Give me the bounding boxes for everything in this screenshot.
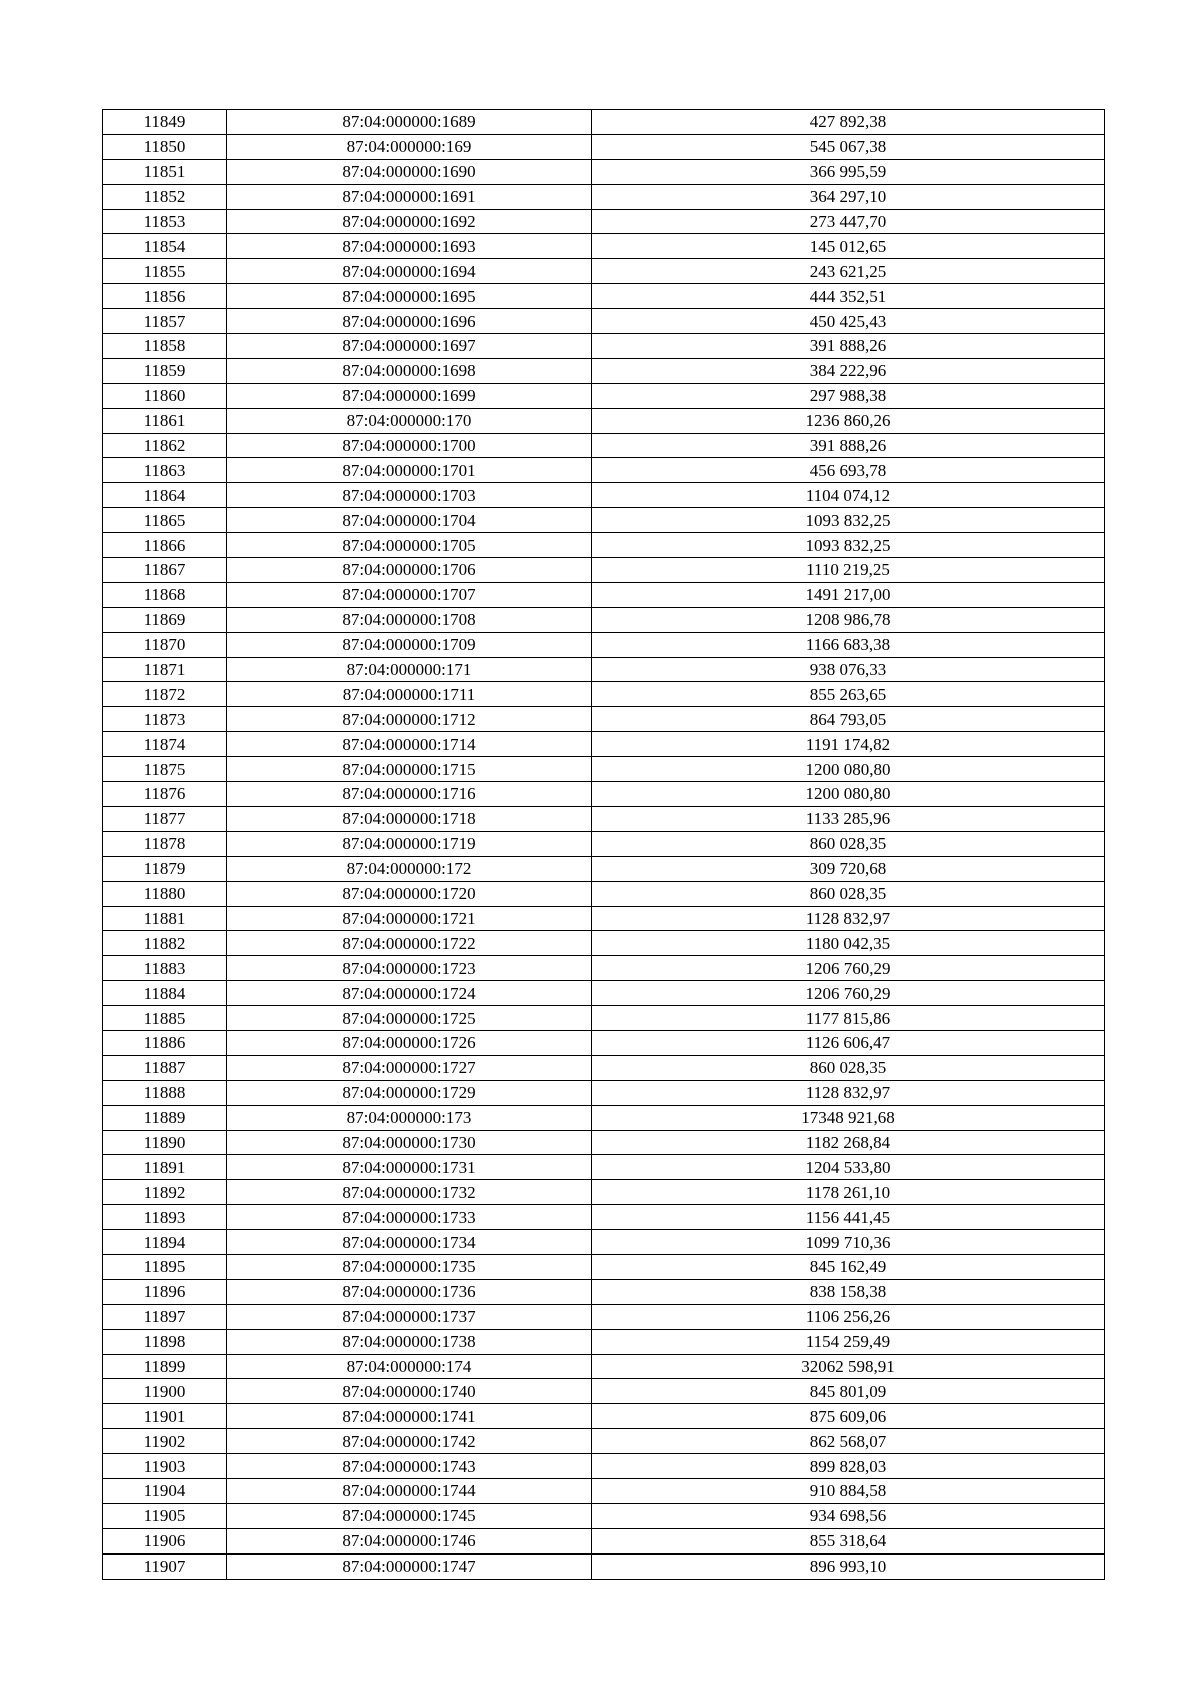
cadastral-number-cell: 87:04:000000:1737 xyxy=(227,1304,592,1329)
row-number-cell: 11885 xyxy=(103,1006,227,1031)
cadastral-value-cell: 938 076,33 xyxy=(592,657,1105,682)
row-number-cell: 11869 xyxy=(103,607,227,632)
cadastral-value-cell: 1491 217,00 xyxy=(592,582,1105,607)
cadastral-number-cell: 87:04:000000:1700 xyxy=(227,433,592,458)
cadastral-number-cell: 87:04:000000:170 xyxy=(227,408,592,433)
cadastral-number-cell: 87:04:000000:174 xyxy=(227,1354,592,1379)
table-row xyxy=(103,184,1105,209)
cadastral-number-cell: 87:04:000000:1695 xyxy=(227,284,592,309)
cadastral-value-cell: 860 028,35 xyxy=(592,831,1105,856)
row-number-cell: 11865 xyxy=(103,508,227,533)
table-row xyxy=(103,159,1105,184)
cadastral-number-cell: 87:04:000000:1709 xyxy=(227,632,592,657)
cadastral-number-cell: 87:04:000000:1740 xyxy=(227,1379,592,1404)
row-number-cell: 11853 xyxy=(103,209,227,234)
cadastral-number-cell: 87:04:000000:1719 xyxy=(227,831,592,856)
table-row xyxy=(103,856,1105,881)
table-row xyxy=(103,1429,1105,1454)
cadastral-value-cell: 862 568,07 xyxy=(592,1429,1105,1454)
table-row xyxy=(103,1254,1105,1279)
table-row xyxy=(103,209,1105,234)
cadastral-value-cell: 1133 285,96 xyxy=(592,806,1105,831)
table-row xyxy=(103,433,1105,458)
row-number-cell: 11864 xyxy=(103,483,227,508)
table-row xyxy=(103,1030,1105,1055)
row-number-cell: 11901 xyxy=(103,1404,227,1429)
row-number-cell: 11879 xyxy=(103,856,227,881)
row-number-cell: 11894 xyxy=(103,1230,227,1255)
cadastral-number-cell: 87:04:000000:1724 xyxy=(227,981,592,1006)
cadastral-value-cell: 456 693,78 xyxy=(592,458,1105,483)
cadastral-value-cell: 1093 832,25 xyxy=(592,533,1105,558)
cadastral-value-cell: 845 801,09 xyxy=(592,1379,1105,1404)
row-number-cell: 11886 xyxy=(103,1030,227,1055)
row-number-cell: 11889 xyxy=(103,1105,227,1130)
table-row xyxy=(103,1105,1105,1130)
row-number-cell: 11907 xyxy=(103,1554,227,1579)
cadastral-value-cell: 1208 986,78 xyxy=(592,607,1105,632)
cadastral-value-cell: 391 888,26 xyxy=(592,334,1105,359)
table-row xyxy=(103,632,1105,657)
table-row xyxy=(103,1304,1105,1329)
row-number-cell: 11878 xyxy=(103,831,227,856)
row-number-cell: 11887 xyxy=(103,1055,227,1080)
row-number-cell: 11852 xyxy=(103,184,227,209)
cadastral-number-cell: 87:04:000000:1741 xyxy=(227,1404,592,1429)
cadastral-value-cell: 1093 832,25 xyxy=(592,508,1105,533)
cadastral-value-cell: 1182 268,84 xyxy=(592,1130,1105,1155)
cadastral-value-cell: 1206 760,29 xyxy=(592,981,1105,1006)
cadastral-value-cell: 309 720,68 xyxy=(592,856,1105,881)
cadastral-value-cell: 1128 832,97 xyxy=(592,906,1105,931)
table-row xyxy=(103,234,1105,259)
table-row xyxy=(103,707,1105,732)
cadastral-number-cell: 87:04:000000:1708 xyxy=(227,607,592,632)
cadastral-number-cell: 87:04:000000:1723 xyxy=(227,956,592,981)
row-number-cell: 11874 xyxy=(103,732,227,757)
cadastral-value-cell: 1180 042,35 xyxy=(592,931,1105,956)
cadastral-number-cell: 87:04:000000:1699 xyxy=(227,383,592,408)
cadastral-number-cell: 87:04:000000:1718 xyxy=(227,806,592,831)
table-row xyxy=(103,1080,1105,1105)
cadastral-value-cell: 1177 815,86 xyxy=(592,1006,1105,1031)
table-row xyxy=(103,533,1105,558)
cadastral-number-cell: 87:04:000000:1747 xyxy=(227,1554,592,1579)
table-row xyxy=(103,806,1105,831)
cadastral-number-cell: 87:04:000000:1691 xyxy=(227,184,592,209)
row-number-cell: 11892 xyxy=(103,1180,227,1205)
cadastral-value-cell: 1154 259,49 xyxy=(592,1329,1105,1354)
cadastral-value-cell: 450 425,43 xyxy=(592,309,1105,334)
table-row xyxy=(103,1404,1105,1429)
cadastral-number-cell: 87:04:000000:1721 xyxy=(227,906,592,931)
row-number-cell: 11850 xyxy=(103,134,227,159)
cadastral-value-cell: 1156 441,45 xyxy=(592,1205,1105,1230)
table-row xyxy=(103,1230,1105,1255)
cadastral-number-cell: 87:04:000000:1690 xyxy=(227,159,592,184)
table-row xyxy=(103,1006,1105,1031)
cadastral-number-cell: 87:04:000000:1707 xyxy=(227,582,592,607)
table-row xyxy=(103,1379,1105,1404)
table-row xyxy=(103,757,1105,782)
table-row xyxy=(103,732,1105,757)
cadastral-number-cell: 87:04:000000:1725 xyxy=(227,1006,592,1031)
cadastral-number-cell: 87:04:000000:1727 xyxy=(227,1055,592,1080)
cadastral-value-cell: 910 884,58 xyxy=(592,1478,1105,1503)
cadastral-number-cell: 87:04:000000:1730 xyxy=(227,1130,592,1155)
cadastral-number-cell: 87:04:000000:1731 xyxy=(227,1155,592,1180)
cadastral-number-cell: 87:04:000000:1732 xyxy=(227,1180,592,1205)
row-number-cell: 11891 xyxy=(103,1155,227,1180)
cadastral-value-cell: 1126 606,47 xyxy=(592,1030,1105,1055)
table-row xyxy=(103,1055,1105,1080)
table-row xyxy=(103,1478,1105,1503)
cadastral-value-cell: 1200 080,80 xyxy=(592,757,1105,782)
cadastral-value-cell: 32062 598,91 xyxy=(592,1354,1105,1379)
row-number-cell: 11902 xyxy=(103,1429,227,1454)
cadastral-value-cell: 838 158,38 xyxy=(592,1279,1105,1304)
table-row xyxy=(103,582,1105,607)
cadastral-value-cell: 1166 683,38 xyxy=(592,632,1105,657)
cadastral-value-cell: 17348 921,68 xyxy=(592,1105,1105,1130)
row-number-cell: 11861 xyxy=(103,408,227,433)
cadastral-number-cell: 87:04:000000:171 xyxy=(227,657,592,682)
cadastral-number-cell: 87:04:000000:1745 xyxy=(227,1503,592,1528)
table-row xyxy=(103,1155,1105,1180)
table-row xyxy=(103,1354,1105,1379)
table-row xyxy=(103,383,1105,408)
cadastral-number-cell: 87:04:000000:1738 xyxy=(227,1329,592,1354)
table-row xyxy=(103,558,1105,583)
cadastral-value-cell: 875 609,06 xyxy=(592,1404,1105,1429)
cadastral-value-cell: 860 028,35 xyxy=(592,1055,1105,1080)
cadastral-value-cell: 444 352,51 xyxy=(592,284,1105,309)
cadastral-number-cell: 87:04:000000:1697 xyxy=(227,334,592,359)
row-number-cell: 11904 xyxy=(103,1478,227,1503)
table-row xyxy=(103,1454,1105,1479)
row-number-cell: 11867 xyxy=(103,558,227,583)
cadastral-value-cell: 243 621,25 xyxy=(592,259,1105,284)
cadastral-value-cell: 384 222,96 xyxy=(592,358,1105,383)
cadastral-value-cell: 427 892,38 xyxy=(592,110,1105,135)
cadastral-number-cell: 87:04:000000:1729 xyxy=(227,1080,592,1105)
cadastral-value-cell: 899 828,03 xyxy=(592,1454,1105,1479)
cadastral-number-cell: 87:04:000000:1703 xyxy=(227,483,592,508)
row-number-cell: 11856 xyxy=(103,284,227,309)
row-number-cell: 11851 xyxy=(103,159,227,184)
row-number-cell: 11877 xyxy=(103,806,227,831)
cadastral-number-cell: 87:04:000000:1716 xyxy=(227,782,592,807)
cadastral-value-cell: 864 793,05 xyxy=(592,707,1105,732)
row-number-cell: 11876 xyxy=(103,782,227,807)
cadastral-value-cell: 1106 256,26 xyxy=(592,1304,1105,1329)
cadastral-value-cell: 1236 860,26 xyxy=(592,408,1105,433)
table-row xyxy=(103,1554,1105,1579)
row-number-cell: 11898 xyxy=(103,1329,227,1354)
cadastral-number-cell: 87:04:000000:1734 xyxy=(227,1230,592,1255)
table-row xyxy=(103,831,1105,856)
row-number-cell: 11888 xyxy=(103,1080,227,1105)
cadastral-number-cell: 87:04:000000:1726 xyxy=(227,1030,592,1055)
table-row xyxy=(103,309,1105,334)
cadastral-value-cell: 1128 832,97 xyxy=(592,1080,1105,1105)
row-number-cell: 11859 xyxy=(103,358,227,383)
cadastral-value-cell: 391 888,26 xyxy=(592,433,1105,458)
row-number-cell: 11862 xyxy=(103,433,227,458)
table-row xyxy=(103,931,1105,956)
table-row xyxy=(103,1528,1105,1553)
row-number-cell: 11897 xyxy=(103,1304,227,1329)
cadastral-value-cell: 1206 760,29 xyxy=(592,956,1105,981)
table-row xyxy=(103,682,1105,707)
table-row xyxy=(103,906,1105,931)
row-number-cell: 11906 xyxy=(103,1528,227,1553)
cadastral-value-cell: 845 162,49 xyxy=(592,1254,1105,1279)
row-number-cell: 11863 xyxy=(103,458,227,483)
cadastral-number-cell: 87:04:000000:1711 xyxy=(227,682,592,707)
cadastral-number-cell: 87:04:000000:1722 xyxy=(227,931,592,956)
row-number-cell: 11868 xyxy=(103,582,227,607)
cadastral-number-cell: 87:04:000000:1743 xyxy=(227,1454,592,1479)
table-row xyxy=(103,483,1105,508)
row-number-cell: 11871 xyxy=(103,657,227,682)
cadastral-number-cell: 87:04:000000:1706 xyxy=(227,558,592,583)
cadastral-value-cell: 1191 174,82 xyxy=(592,732,1105,757)
cadastral-value-cell: 1110 219,25 xyxy=(592,558,1105,583)
row-number-cell: 11903 xyxy=(103,1454,227,1479)
cadastral-value-cell: 896 993,10 xyxy=(592,1554,1105,1579)
table-row xyxy=(103,358,1105,383)
cadastral-value-table xyxy=(102,109,1105,1580)
cadastral-number-cell: 87:04:000000:1701 xyxy=(227,458,592,483)
cadastral-value-cell: 1178 261,10 xyxy=(592,1180,1105,1205)
cadastral-value-cell: 297 988,38 xyxy=(592,383,1105,408)
cadastral-value-cell: 366 995,59 xyxy=(592,159,1105,184)
cadastral-number-cell: 87:04:000000:1715 xyxy=(227,757,592,782)
cadastral-number-cell: 87:04:000000:1704 xyxy=(227,508,592,533)
table-row xyxy=(103,408,1105,433)
row-number-cell: 11873 xyxy=(103,707,227,732)
cadastral-value-cell: 1204 533,80 xyxy=(592,1155,1105,1180)
table-row xyxy=(103,607,1105,632)
table-row xyxy=(103,657,1105,682)
row-number-cell: 11872 xyxy=(103,682,227,707)
cadastral-value-cell: 860 028,35 xyxy=(592,881,1105,906)
cadastral-number-cell: 87:04:000000:1693 xyxy=(227,234,592,259)
cadastral-value-cell: 273 447,70 xyxy=(592,209,1105,234)
cadastral-value-cell: 934 698,56 xyxy=(592,1503,1105,1528)
table-row xyxy=(103,1180,1105,1205)
cadastral-value-cell: 1099 710,36 xyxy=(592,1230,1105,1255)
cadastral-value-cell: 1104 074,12 xyxy=(592,483,1105,508)
cadastral-number-cell: 87:04:000000:1692 xyxy=(227,209,592,234)
table-row xyxy=(103,334,1105,359)
cadastral-number-cell: 87:04:000000:172 xyxy=(227,856,592,881)
row-number-cell: 11893 xyxy=(103,1205,227,1230)
row-number-cell: 11854 xyxy=(103,234,227,259)
table-row xyxy=(103,956,1105,981)
cadastral-number-cell: 87:04:000000:1742 xyxy=(227,1429,592,1454)
row-number-cell: 11890 xyxy=(103,1130,227,1155)
table-row xyxy=(103,1329,1105,1354)
table-row xyxy=(103,1130,1105,1155)
cadastral-number-cell: 87:04:000000:1744 xyxy=(227,1478,592,1503)
cadastral-number-cell: 87:04:000000:1712 xyxy=(227,707,592,732)
cadastral-number-cell: 87:04:000000:1746 xyxy=(227,1528,592,1553)
table-row xyxy=(103,259,1105,284)
cadastral-number-cell: 87:04:000000:1689 xyxy=(227,110,592,135)
table-row xyxy=(103,1279,1105,1304)
cadastral-value-cell: 145 012,65 xyxy=(592,234,1105,259)
cadastral-value-cell: 855 318,64 xyxy=(592,1528,1105,1553)
row-number-cell: 11884 xyxy=(103,981,227,1006)
row-number-cell: 11857 xyxy=(103,309,227,334)
row-number-cell: 11880 xyxy=(103,881,227,906)
cadastral-number-cell: 87:04:000000:1735 xyxy=(227,1254,592,1279)
row-number-cell: 11905 xyxy=(103,1503,227,1528)
table-row xyxy=(103,458,1105,483)
row-number-cell: 11883 xyxy=(103,956,227,981)
cadastral-value-cell: 545 067,38 xyxy=(592,134,1105,159)
table-row xyxy=(103,284,1105,309)
row-number-cell: 11896 xyxy=(103,1279,227,1304)
cadastral-value-cell: 364 297,10 xyxy=(592,184,1105,209)
cadastral-value-cell: 855 263,65 xyxy=(592,682,1105,707)
cadastral-number-cell: 87:04:000000:1736 xyxy=(227,1279,592,1304)
row-number-cell: 11899 xyxy=(103,1354,227,1379)
table-row xyxy=(103,1205,1105,1230)
table-row xyxy=(103,981,1105,1006)
cadastral-number-cell: 87:04:000000:1720 xyxy=(227,881,592,906)
cadastral-number-cell: 87:04:000000:1714 xyxy=(227,732,592,757)
cadastral-number-cell: 87:04:000000:1698 xyxy=(227,358,592,383)
table-row xyxy=(103,508,1105,533)
cadastral-number-cell: 87:04:000000:169 xyxy=(227,134,592,159)
row-number-cell: 11870 xyxy=(103,632,227,657)
table-row xyxy=(103,110,1105,135)
cadastral-number-cell: 87:04:000000:1694 xyxy=(227,259,592,284)
row-number-cell: 11860 xyxy=(103,383,227,408)
row-number-cell: 11895 xyxy=(103,1254,227,1279)
row-number-cell: 11881 xyxy=(103,906,227,931)
row-number-cell: 11900 xyxy=(103,1379,227,1404)
table-row xyxy=(103,881,1105,906)
row-number-cell: 11882 xyxy=(103,931,227,956)
cadastral-number-cell: 87:04:000000:1705 xyxy=(227,533,592,558)
table-body xyxy=(103,110,1105,1580)
cadastral-value-cell: 1200 080,80 xyxy=(592,782,1105,807)
cadastral-number-cell: 87:04:000000:1733 xyxy=(227,1205,592,1230)
row-number-cell: 11855 xyxy=(103,259,227,284)
table-row xyxy=(103,782,1105,807)
row-number-cell: 11849 xyxy=(103,110,227,135)
row-number-cell: 11858 xyxy=(103,334,227,359)
table-row xyxy=(103,134,1105,159)
row-number-cell: 11866 xyxy=(103,533,227,558)
cadastral-number-cell: 87:04:000000:173 xyxy=(227,1105,592,1130)
table-row xyxy=(103,1503,1105,1528)
cadastral-number-cell: 87:04:000000:1696 xyxy=(227,309,592,334)
row-number-cell: 11875 xyxy=(103,757,227,782)
